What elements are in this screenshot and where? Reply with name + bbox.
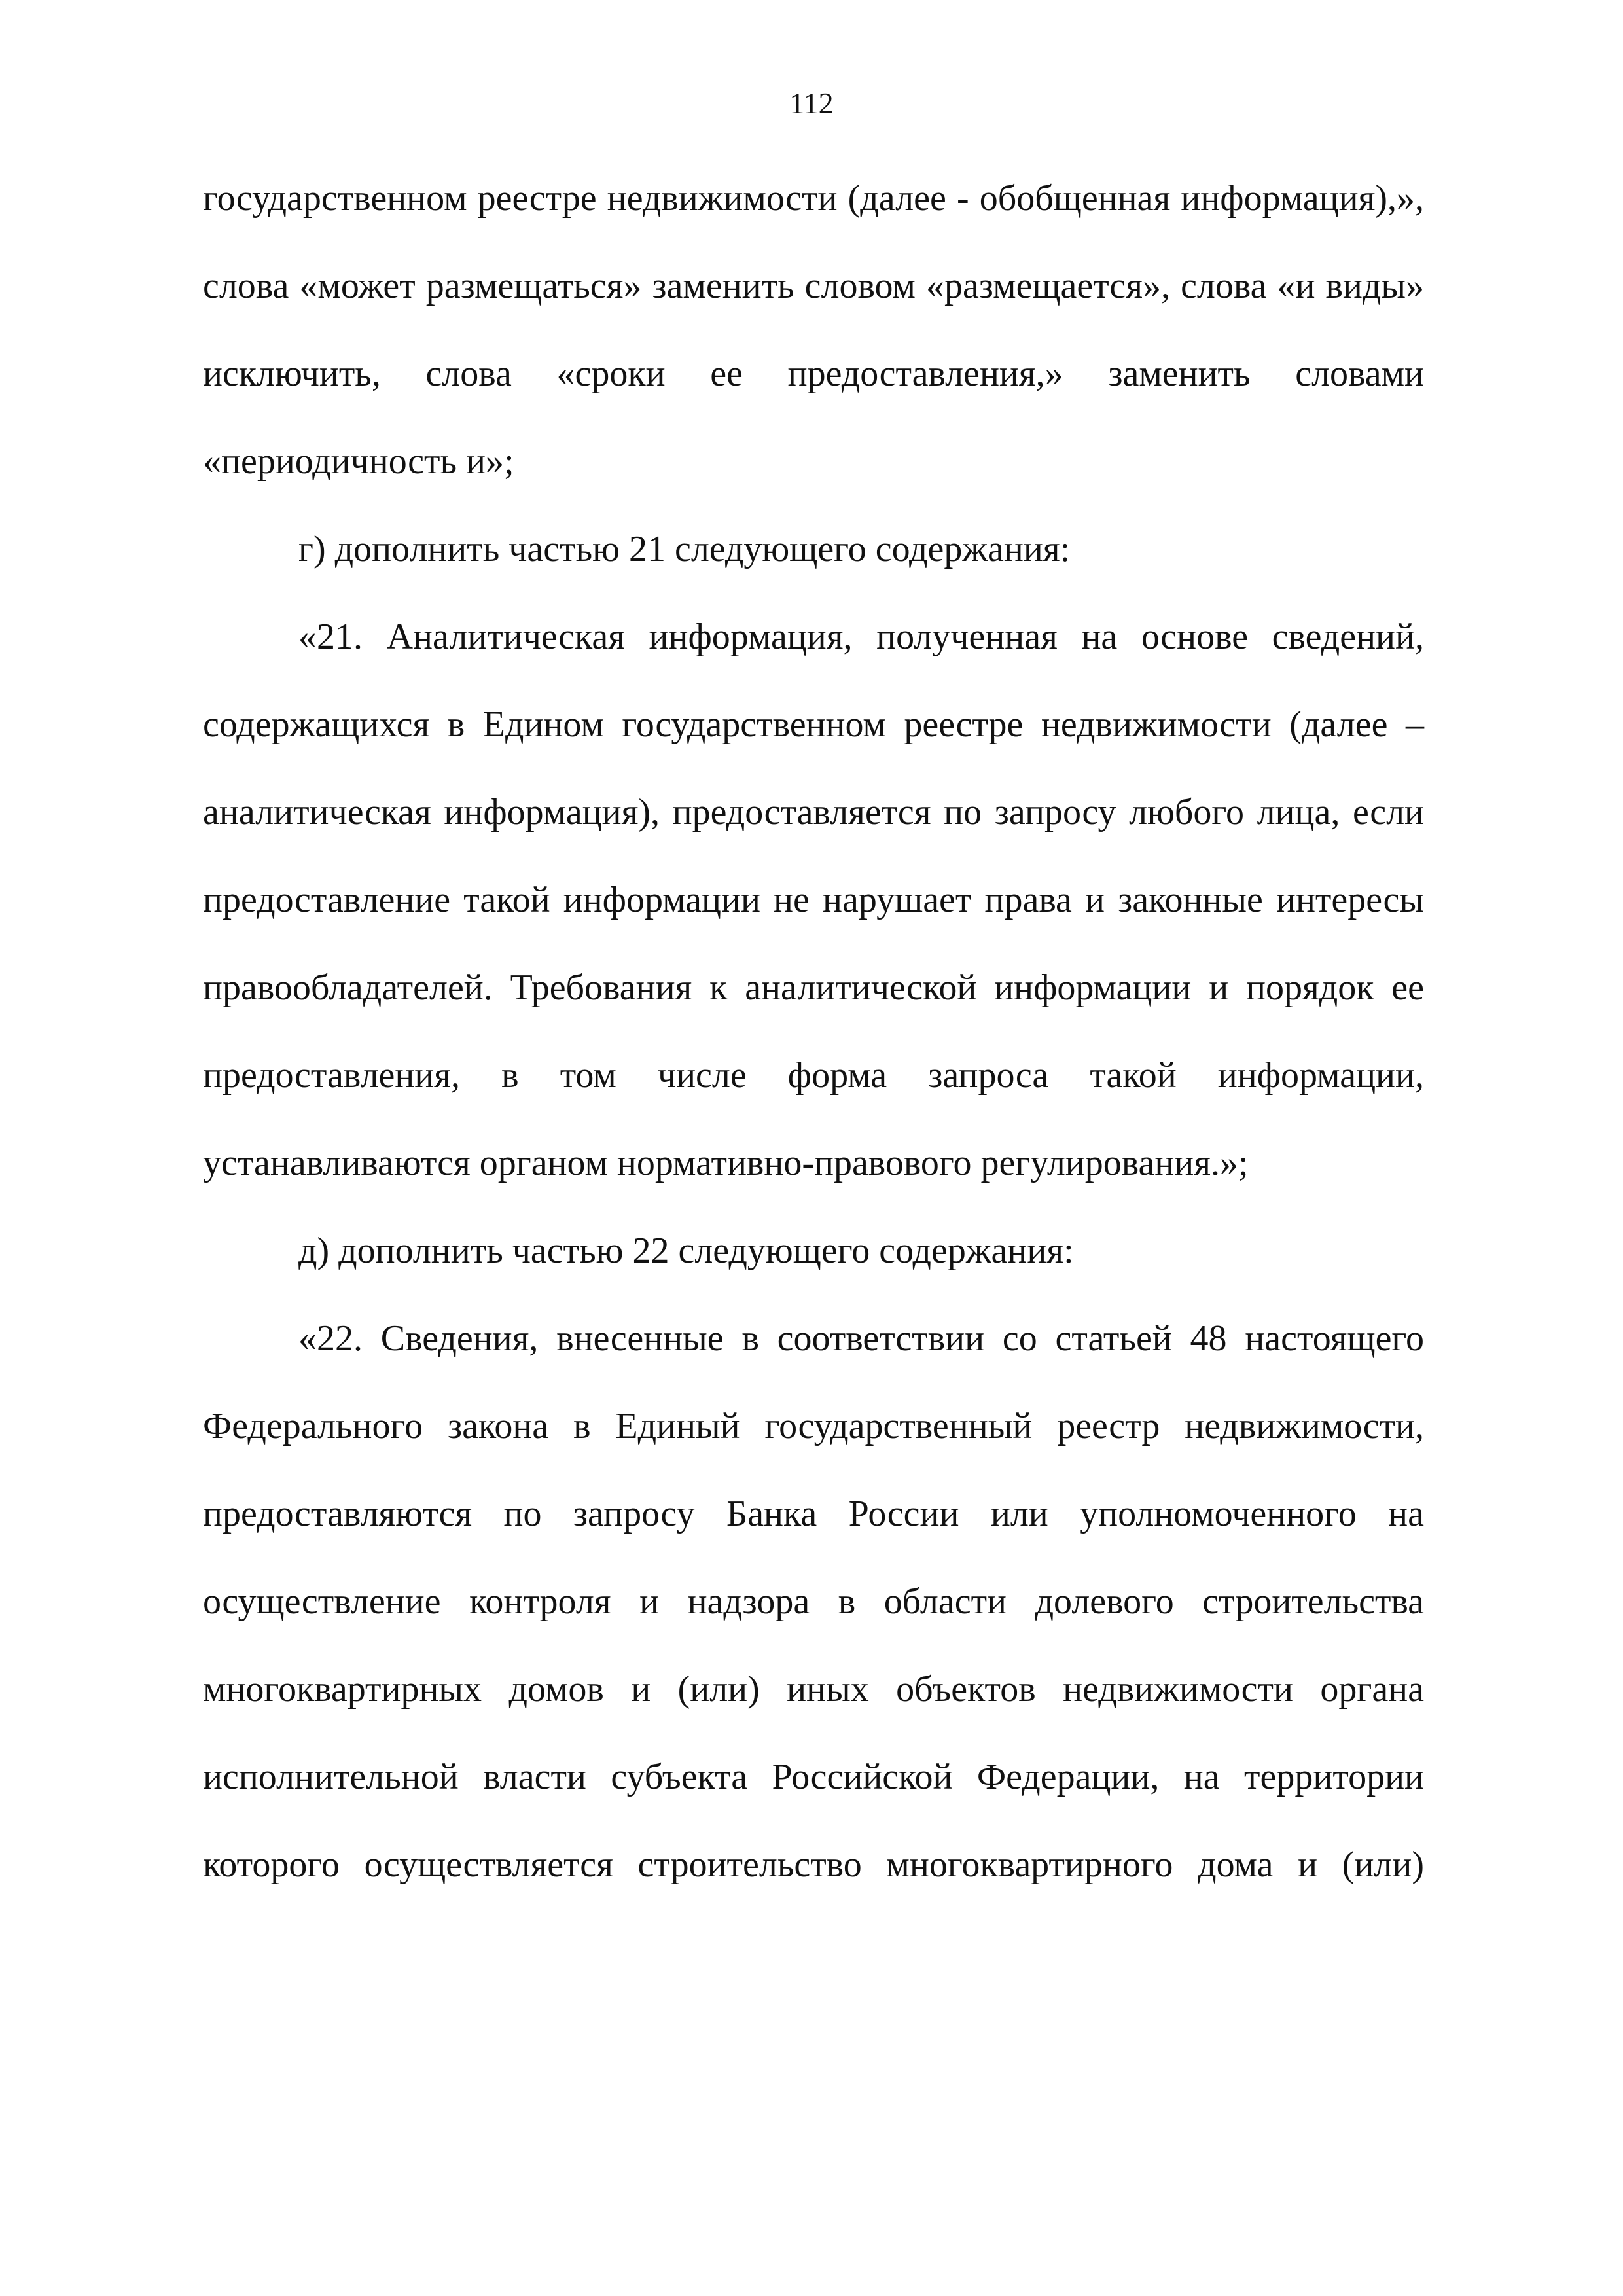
- paragraph-continuation: государственном реестре недвижимости (далее - обобщенная информация),», слова «может размещаться» заменить словом «размещается», слова «и виды» исключить, слова «сроки ее предоставления,» заменить словами «периодичность и»;: [203, 178, 1424, 482]
- page-number: 112: [789, 86, 834, 120]
- paragraph-part-22: «22. Сведения, внесенные в соответствии со статьей 48 настоящего Федерального закона в Единый государственный реестр недвижимости, предоставляются по запросу Банка России или уполномоченного на осуществление контроля и надзора в области долевого строительства многоквартирных домов и (или) иных объектов недвижимости органа исполнительной власти субъекта Российской Федерации, на территории которого осуществляется строительство многоквартирного дома и (или): [203, 1318, 1424, 1885]
- paragraph-item-d: д) дополнить частью 22 следующего содержания:: [298, 1230, 1074, 1271]
- document-body: [203, 154, 1424, 1909]
- paragraph-item-g: г) дополнить частью 21 следующего содержания:: [298, 529, 1071, 569]
- paragraph-part-21: «21. Аналитическая информация, полученная на основе сведений, содержащихся в Едином государственном реестре недвижимости (далее – аналитическая информация), предоставляется по запросу любого лица, если предоставление такой информации не нарушает права и законные интересы правообладателей. Требования к аналитической информации и порядок ее предоставления, в том числе форма запроса такой информации, устанавливаются органом нормативно-правового регулирования.»;: [203, 617, 1424, 1183]
